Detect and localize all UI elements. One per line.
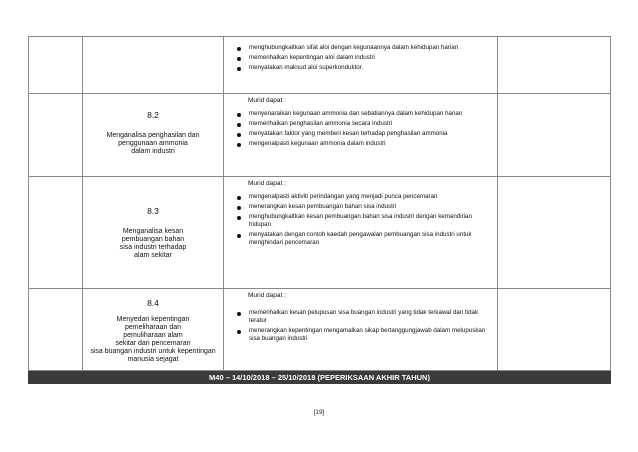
curriculum-table [28, 36, 611, 384]
table-row [29, 289, 611, 371]
objective-cell [83, 177, 224, 289]
objective-desc-line: Menganalisa penghasilan dan [106, 132, 200, 139]
objective-desc-line: pemeliharaan dan [124, 324, 182, 331]
week-cell [29, 94, 83, 177]
bullet-icon [237, 57, 241, 61]
week-cell [29, 177, 83, 289]
list-item: menyatakan maksud aloi superkonduktor. [236, 64, 491, 72]
objective-desc-line: Menyedari kepentingan [116, 316, 190, 323]
list-item: menghubungkaitkan sifat aloi dengan kegunaannya dalam kehidupan harian [236, 44, 491, 52]
outcomes-intro: Murid dapat : [248, 180, 286, 187]
bullet-icon [237, 143, 241, 147]
objective-desc-line: manusia sejagat [127, 356, 179, 363]
list-item: menyenaraikan kegunaan ammonia dan sebatiannya dalam kehidupan harian [236, 110, 491, 118]
objective-desc-line: penggunaan ammonia [118, 140, 188, 147]
notes-cell [498, 37, 611, 94]
bullet-icon [237, 47, 241, 51]
notes-cell [498, 289, 611, 371]
bullet-icon [237, 196, 241, 200]
bullet-icon [237, 67, 241, 71]
bullet-icon [237, 113, 241, 117]
objective-desc-line: alam sekitar [134, 252, 172, 259]
table-row [29, 94, 611, 177]
page-number: [19] [313, 409, 325, 416]
week-cell [29, 289, 83, 371]
objective-desc-line: sisa industri terhadap [119, 244, 187, 251]
week-cell [29, 37, 83, 94]
week-banner: M40 – 14/10/2018 – 25/10/2018 (PEPERIKSAAN AKHIR TAHUN) [29, 371, 611, 384]
list-item: menyatakan dengan contoh kaedah pengawalan pembuangan sisa industri untuk menghindari pencemaran [236, 231, 491, 247]
notes-cell [498, 177, 611, 289]
bullet-icon [237, 234, 241, 238]
list-item: memerihalkan kesan pelupusan sisa buangan industri yang tidak terkawal dan tidak teratur [236, 309, 491, 325]
bullet-icon [237, 312, 241, 316]
bullet-icon [237, 123, 241, 127]
objective-desc-line: pemuliharaan alam [123, 332, 183, 339]
objective-desc-line: sisa buangan industri untuk kepentingan [90, 348, 216, 355]
objective-cell [83, 289, 224, 371]
objective-desc-line: Menganalisa kesan [122, 228, 184, 235]
bullet-icon [237, 330, 241, 334]
table-row [29, 371, 611, 384]
objective-code: 8.2 [147, 110, 159, 120]
objective-desc-line: dalam industri [131, 148, 175, 155]
objective-desc-line: sekitar dari pencemaran [115, 340, 191, 347]
list-item: menyatakan faktor yang memberi kesan terhadap penghasilan ammonia [236, 130, 491, 138]
list-item: mengenalpasti kegunaan ammonia dalam industri [236, 140, 491, 148]
outcomes-intro: Murid dapat : [248, 292, 286, 299]
bullet-icon [237, 206, 241, 210]
bullet-icon [237, 216, 241, 220]
notes-cell [498, 94, 611, 177]
table-row [29, 37, 611, 94]
outcomes-cell [224, 289, 498, 371]
objective-cell [83, 94, 224, 177]
table-row [29, 177, 611, 289]
list-item: menghubungkaitkan kesan pembuangan bahan sisa industri dengan kemandirian hidupan [236, 213, 491, 229]
list-item: mengenalpasti aktiviti perindangan yang menjadi punca pencemaran [236, 193, 491, 201]
outcomes-intro: Murid dapat : [248, 97, 286, 104]
objective-desc-line: pembuangan bahan [121, 236, 185, 243]
outcomes-cell [224, 94, 498, 177]
objective-code: 8.4 [147, 298, 159, 308]
objective-cell [83, 37, 224, 94]
outcomes-cell [224, 37, 498, 94]
list-item: memerihalkan kepentingan aloi dalam industri [236, 54, 491, 62]
outcomes-cell [224, 177, 498, 289]
list-item: menerangkan kesan pembuangan bahan sisa industri [236, 203, 491, 211]
objective-code: 8.3 [147, 206, 159, 216]
list-item: menerangkan kepentingan mengamalkan sikap bertanggungjawab dalam melupuskan sisa buangan industri [236, 327, 491, 343]
list-item: memerihalkan penghasilan ammonia secara industri [236, 120, 491, 128]
bullet-icon [237, 133, 241, 137]
